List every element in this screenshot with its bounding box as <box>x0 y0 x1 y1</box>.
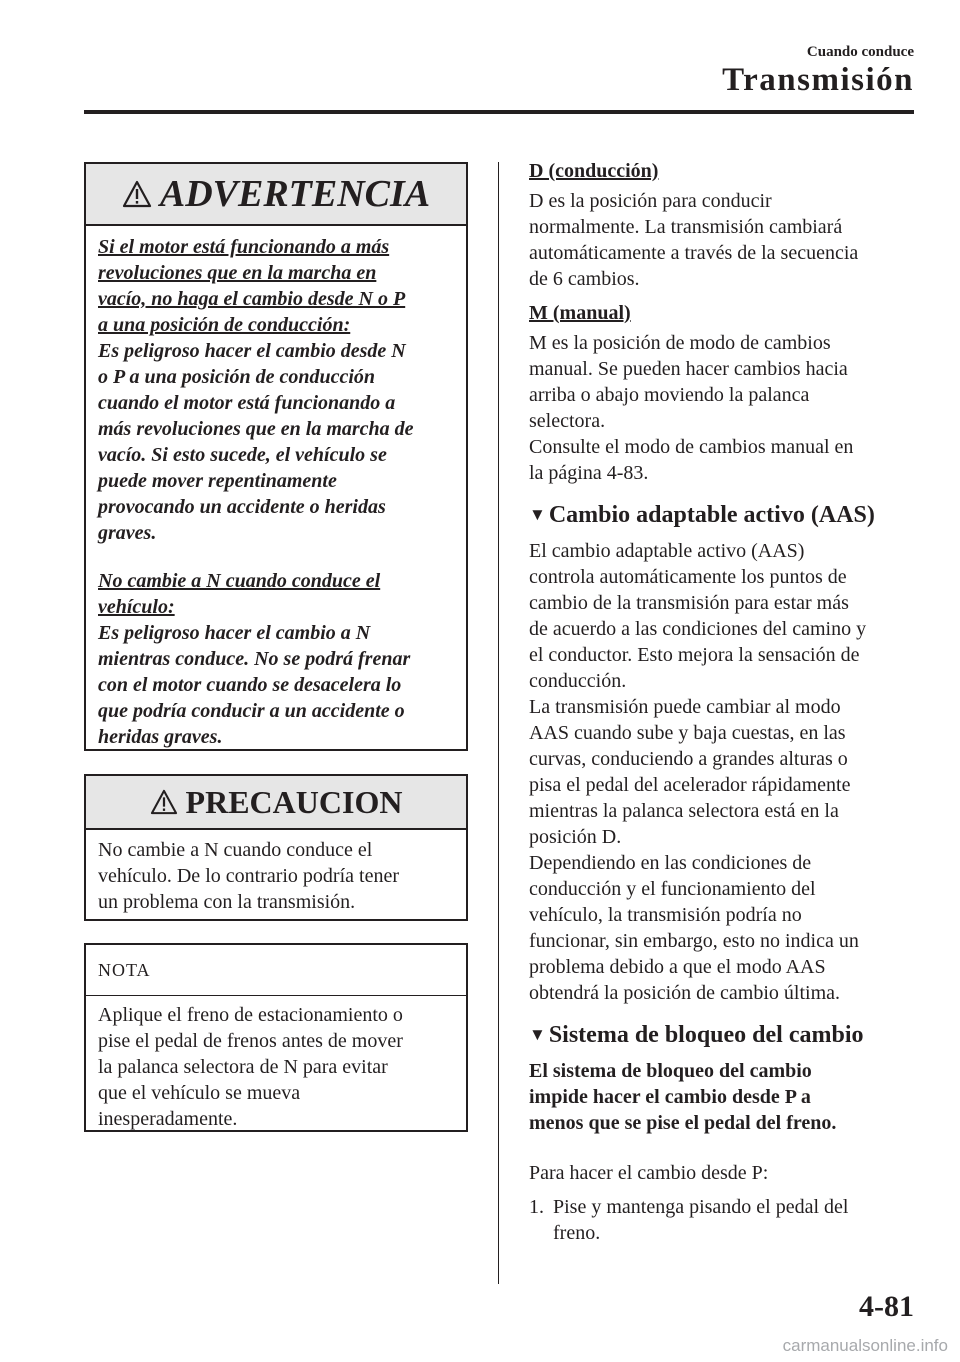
warning-text-line: con el motor cuando se desacelera lo <box>98 674 402 696</box>
lock-bold-line: menos que se pise el pedal del freno. <box>529 1112 837 1134</box>
warning-body <box>86 226 466 760</box>
d-text-line: de 6 cambios. <box>529 268 640 290</box>
note-text-line: la palanca selectora de N para evitar <box>98 1056 388 1078</box>
spacer <box>529 1136 919 1160</box>
lock-intro: Para hacer el cambio desde P: <box>529 1162 769 1184</box>
list-item-text <box>553 1194 848 1246</box>
warning-text-line: que podría conducir a un accidente o <box>98 700 405 722</box>
d-text-line: normalmente. La transmisión cambiará <box>529 216 843 238</box>
aas-text-line: curvas, conduciendo a grandes alturas o <box>529 748 848 770</box>
aas-text-line: El cambio adaptable activo (AAS) <box>529 540 805 562</box>
note-text-line: inesperadamente. <box>98 1108 238 1130</box>
d-text-line: automáticamente a través de la secuencia <box>529 242 859 264</box>
down-triangle-icon: ▼ <box>529 505 546 524</box>
warning-text-line: cuando el motor está funcionando a <box>98 392 396 414</box>
right-column <box>529 158 919 1246</box>
caution-text-line: un problema con la transmisión. <box>98 891 356 913</box>
note-text-line: que el vehículo se mueva <box>98 1082 301 1104</box>
m-text-line: arriba o abajo moviendo la palanca <box>529 384 810 406</box>
note-header <box>86 945 466 996</box>
aas-text-line: conducción. <box>529 670 627 692</box>
list-item <box>529 1194 919 1246</box>
warning-box <box>84 162 468 751</box>
warning-text-line: puede mover repentinamente <box>98 470 337 492</box>
warning-text-line: o P a una posición de conducción <box>98 366 376 388</box>
warning-heading-line: revoluciones que en la marcha en <box>98 262 377 284</box>
warning-heading-line: a una posición de conducción: <box>98 314 351 336</box>
aas-text-line: pisa el pedal del acelerador rápidamente <box>529 774 851 796</box>
down-triangle-icon: ▼ <box>529 1025 546 1044</box>
caution-box <box>84 774 468 921</box>
aas-text-line: Dependiendo en las condiciones de <box>529 852 812 874</box>
m-text-line: la página 4-83. <box>529 462 649 484</box>
aas-text-line: AAS cuando sube y baja cuestas, en las <box>529 722 846 744</box>
aas-text-line: funcionar, sin embargo, esto no indica un <box>529 930 859 952</box>
warning-heading-line: vacío, no haga el cambio desde N o P <box>98 288 406 310</box>
aas-text-line: conducción y el funcionamiento del <box>529 878 816 900</box>
note-title: NOTA <box>98 959 151 980</box>
lock-bold-line: impide hacer el cambio desde P a <box>529 1086 811 1108</box>
note-text-line: Aplique el freno de estacionamiento o <box>98 1004 403 1026</box>
page-number: 4-81 <box>859 1290 914 1323</box>
caution-header <box>86 776 466 830</box>
warning-text-line: provocando un accidente o heridas <box>98 496 386 518</box>
aas-text-line: vehículo, la transmisión podría no <box>529 904 802 926</box>
warning-text-line: más revoluciones que en la marcha de <box>98 418 414 440</box>
list-item-line: Pise y mantenga pisando el pedal del <box>553 1196 849 1218</box>
note-body <box>86 996 466 1142</box>
warning-text-line: mientras conduce. No se podrá frenar <box>98 648 411 670</box>
warning-text-line: Es peligroso hacer el cambio desde N <box>98 340 406 362</box>
spacer <box>98 546 454 568</box>
caution-body <box>86 830 466 925</box>
aas-text-line: obtendrá la posición de cambio última. <box>529 982 841 1004</box>
warning-text-line: heridas graves. <box>98 726 223 748</box>
m-heading: M (manual) <box>529 302 631 324</box>
aas-text-line: problema debido a que el modo AAS <box>529 956 826 978</box>
warning-text-line: Es peligroso hacer el cambio a N <box>98 622 371 644</box>
caution-title: PRECAUCION <box>185 783 403 820</box>
aas-text-line: posición D. <box>529 826 622 848</box>
list-item-number: 1. <box>529 1196 544 1218</box>
aas-section-heading <box>529 502 919 528</box>
warning-text-line: graves. <box>98 522 157 544</box>
warning-heading-line: vehículo: <box>98 596 175 618</box>
column-divider <box>498 162 499 1284</box>
aas-text-line: el conductor. Esto mejora la sensación de <box>529 644 860 666</box>
m-text-line: M es la posición de modo de cambios <box>529 332 831 354</box>
caution-text-line: No cambie a N cuando conduce el <box>98 839 373 861</box>
m-text-line: manual. Se pueden hacer cambios hacia <box>529 358 848 380</box>
note-text-line: pise el pedal de frenos antes de mover <box>98 1030 403 1052</box>
footer-watermark: carmanualsonline.info <box>782 1336 948 1355</box>
aas-text-line: controla automáticamente los puntos de <box>529 566 847 588</box>
header-rule <box>84 110 914 114</box>
warning-triangle-icon <box>150 789 178 815</box>
list-item-line: freno. <box>553 1222 601 1244</box>
aas-text-line: La transmisión puede cambiar al modo <box>529 696 841 718</box>
m-text-line: Consulte el modo de cambios manual en <box>529 436 854 458</box>
aas-text-line: de acuerdo a las condiciones del camino y <box>529 618 867 640</box>
warning-header <box>86 164 466 226</box>
aas-text-line: cambio de la transmisión para estar más <box>529 592 849 614</box>
note-box <box>84 943 468 1132</box>
warning-text-line: vacío. Si esto sucede, el vehículo se <box>98 444 387 466</box>
warning-triangle-icon <box>122 180 152 208</box>
m-text-line: selectora. <box>529 410 606 432</box>
header-section: Cuando conduce <box>806 44 914 60</box>
warning-title: ADVERTENCIA <box>159 173 431 215</box>
caution-text-line: vehículo. De lo contrario podría tener <box>98 865 399 887</box>
warning-heading-line: No cambie a N cuando conduce el <box>98 570 381 592</box>
warning-heading-line: Si el motor está funcionando a más <box>98 236 390 258</box>
lock-heading-text: Sistema de bloqueo del cambio <box>548 1022 864 1048</box>
d-heading: D (conducción) <box>529 160 659 182</box>
lock-bold-line: El sistema de bloqueo del cambio <box>529 1060 812 1082</box>
aas-text-line: mientras la palanca selectora está en la <box>529 800 839 822</box>
header-title: Transmisión <box>722 62 914 98</box>
d-text-line: D es la posición para conducir <box>529 190 772 212</box>
aas-heading-text: Cambio adaptable activo (AAS) <box>548 502 875 528</box>
lock-section-heading <box>529 1022 919 1048</box>
